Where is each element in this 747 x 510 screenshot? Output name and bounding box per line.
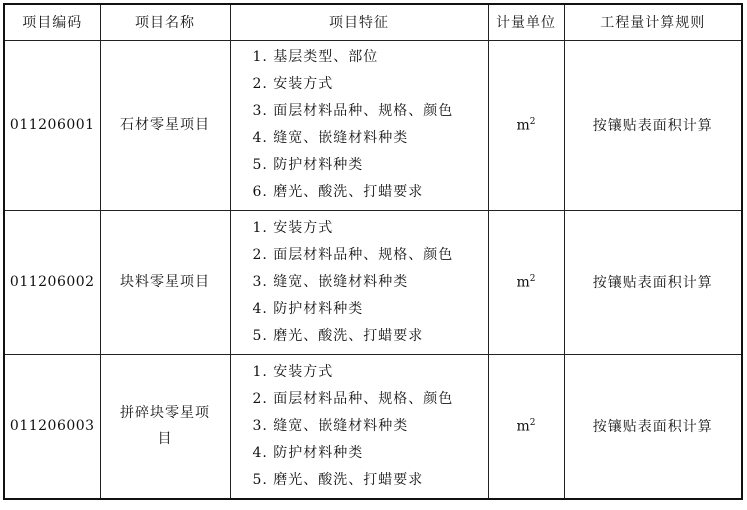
table-row <box>4 40 742 210</box>
unit-exponent: 2 <box>529 273 536 284</box>
item-code: 011206001 <box>4 40 100 210</box>
feature-line: 6. 磨光、酸洗、打蜡要求 <box>252 184 424 200</box>
unit-base: m <box>516 418 530 435</box>
unit-base: m <box>516 117 530 134</box>
feature-line: 5. 磨光、酸洗、打蜡要求 <box>252 327 424 344</box>
item-rule: 按镶贴表面积计算 <box>564 210 742 354</box>
item-name: 石材零星项目 <box>100 40 230 210</box>
item-features <box>230 210 488 354</box>
table-row <box>4 354 742 499</box>
item-code: 011206002 <box>4 210 100 354</box>
header-code: 项目编码 <box>4 4 100 40</box>
unit-exponent: 2 <box>529 417 536 428</box>
item-name: 块料零星项目 <box>100 210 230 354</box>
item-rule: 按镶贴表面积计算 <box>564 354 742 499</box>
item-features <box>230 40 488 210</box>
feature-line: 1. 安装方式 <box>252 219 334 236</box>
feature-line: 5. 磨光、酸洗、打蜡要求 <box>252 471 424 488</box>
feature-line: 5. 防护材料种类 <box>252 157 364 173</box>
spec-table-container <box>3 3 741 500</box>
feature-line: 3. 缝宽、嵌缝材料种类 <box>252 273 409 290</box>
table-row <box>4 210 742 354</box>
header-unit: 计量单位 <box>488 4 564 40</box>
item-features <box>230 354 488 499</box>
header-name: 项目名称 <box>100 4 230 40</box>
unit-exponent: 2 <box>529 116 536 127</box>
unit-base: m <box>516 274 530 291</box>
header-rule: 工程量计算规则 <box>564 4 742 40</box>
feature-line: 2. 安装方式 <box>252 76 334 92</box>
item-unit <box>488 210 564 354</box>
feature-line: 3. 面层材料品种、规格、颜色 <box>252 103 454 119</box>
feature-line: 1. 基层类型、部位 <box>252 49 379 65</box>
item-unit <box>488 40 564 210</box>
feature-line: 2. 面层材料品种、规格、颜色 <box>252 246 454 263</box>
feature-line: 2. 面层材料品种、规格、颜色 <box>252 390 454 407</box>
feature-line: 3. 缝宽、嵌缝材料种类 <box>252 417 409 434</box>
item-name: 拼碎块零星项目 <box>100 354 230 499</box>
item-unit <box>488 354 564 499</box>
header-features: 项目特征 <box>230 4 488 40</box>
feature-line: 4. 缝宽、嵌缝材料种类 <box>252 130 409 146</box>
item-rule: 按镶贴表面积计算 <box>564 40 742 210</box>
table-header-row <box>4 4 742 40</box>
feature-line: 1. 安装方式 <box>252 363 334 380</box>
feature-line: 4. 防护材料种类 <box>252 444 364 461</box>
feature-line: 4. 防护材料种类 <box>252 300 364 317</box>
spec-table <box>3 3 743 500</box>
item-code: 011206003 <box>4 354 100 499</box>
